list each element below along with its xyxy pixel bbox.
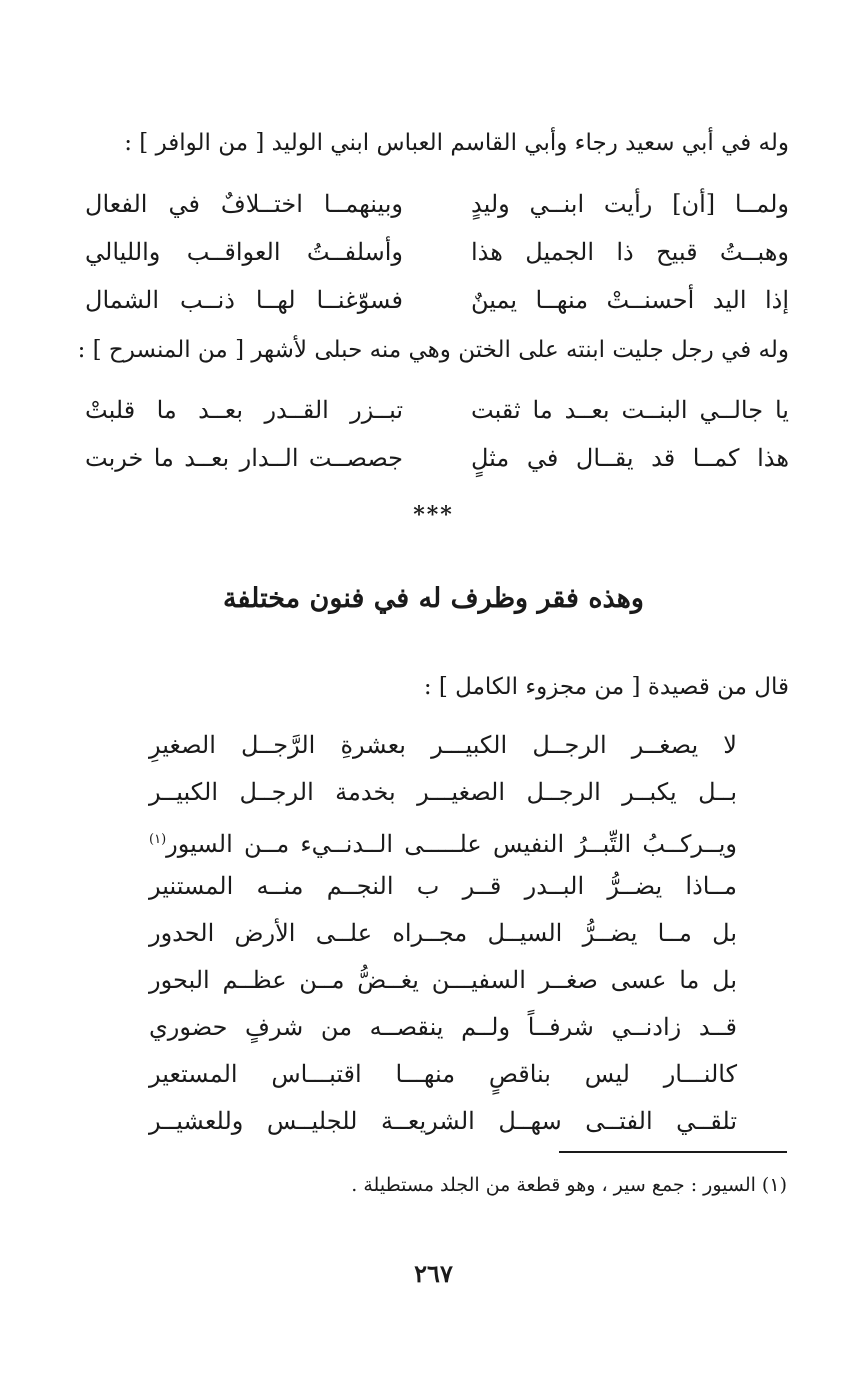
footnote: (١) السيور : جمع سير ، وهو قطعة من الجلد مستطيلة . [351,1174,787,1196]
intro-paragraph-1: وله في أبي سعيد رجاء وأبي القاسم العباس ابني الوليد [ من الوافر ] : [124,130,789,156]
page-number: ٢٦٧ [414,1259,453,1288]
section-separator: *** [413,502,454,528]
verse-second-hemistich: جصصــت الــدار بعــد ما خربت [85,444,403,472]
verse-line [85,276,789,324]
verse-line [85,180,789,228]
verse-line [85,434,789,482]
verse-second-hemistich: وأسلفــتُ العواقــب والليالي [85,238,403,266]
poem-block [149,722,737,1145]
verse-block-2 [85,386,789,482]
poem-line: قــد زادنــي شرفــاً ولــم ينقصــه من شرفٍ حضوري [149,1013,737,1041]
verse-second-hemistich: تبــزر القــدر بعــد ما قلبتْ [85,396,403,424]
verse-first-hemistich: هذا كمــا قد يقــال في مثلٍ [471,444,789,472]
verse-second-hemistich: وبينهمــا اختــلافٌ في الفعال [85,190,403,218]
poem-line-text: ويــركــبُ التِّبــرُ النفيس علـــــى الــدنــيء مــن السيور [166,830,737,858]
section-heading: وهذه فقر وظرف له في فنون مختلفة [223,583,644,614]
verse-first-hemistich: يا جالــي البنــت بعــد ما ثقبت [471,396,789,424]
intro-paragraph-3: قال من قصيدة [ من مجزوء الكامل ] : [423,674,789,700]
verse-first-hemistich: ولمــا [أن] رأيت ابنــي وليدٍ [471,190,789,218]
verse-line [85,228,789,276]
poem-line: لا يصغــر الرجــل الكبيـــر بعشرةِ الرَّجــل الصغيرِ [149,731,737,759]
intro-paragraph-2: وله في رجل جليت ابنته على الختن وهي منه حبلى لأشهر [ من المنسرح ] : [77,337,789,363]
poem-line: بل مــا يضــرُّ السيــل مجــراه علــى الأرض الحدور [149,919,737,947]
verse-first-hemistich: إذا اليد أحسنــتْ منهــا يمينٌ [471,286,789,314]
poem-line [149,816,737,863]
verse-block-1 [85,180,789,324]
poem-line: كالنـــار ليس بناقصٍ منهـــا اقتبـــاس المستعير [149,1060,737,1088]
poem-line: بــل يكبــر الرجــل الصغيـــر بخدمة الرجــل الكبيــر [149,778,737,806]
verse-second-hemistich: فسوّغنــا لهــا ذنــب الشمال [85,286,403,314]
poem-line: بل ما عسى صغــر السفيـــن يغــضُّ مــن عظــم البحور [149,966,737,994]
footnote-reference: (١) [149,832,167,847]
verse-first-hemistich: وهبــتُ قبيح ذا الجميل هذا [471,238,789,266]
footnote-divider [559,1151,787,1153]
poem-line: مــاذا يضــرُّ البــدر قــر ب النجــم منــه المستنير [149,872,737,900]
poem-line: تلقــي الفتــى سهــل الشريعــة للجليــس وللعشيــر [149,1107,737,1135]
verse-line [85,386,789,434]
